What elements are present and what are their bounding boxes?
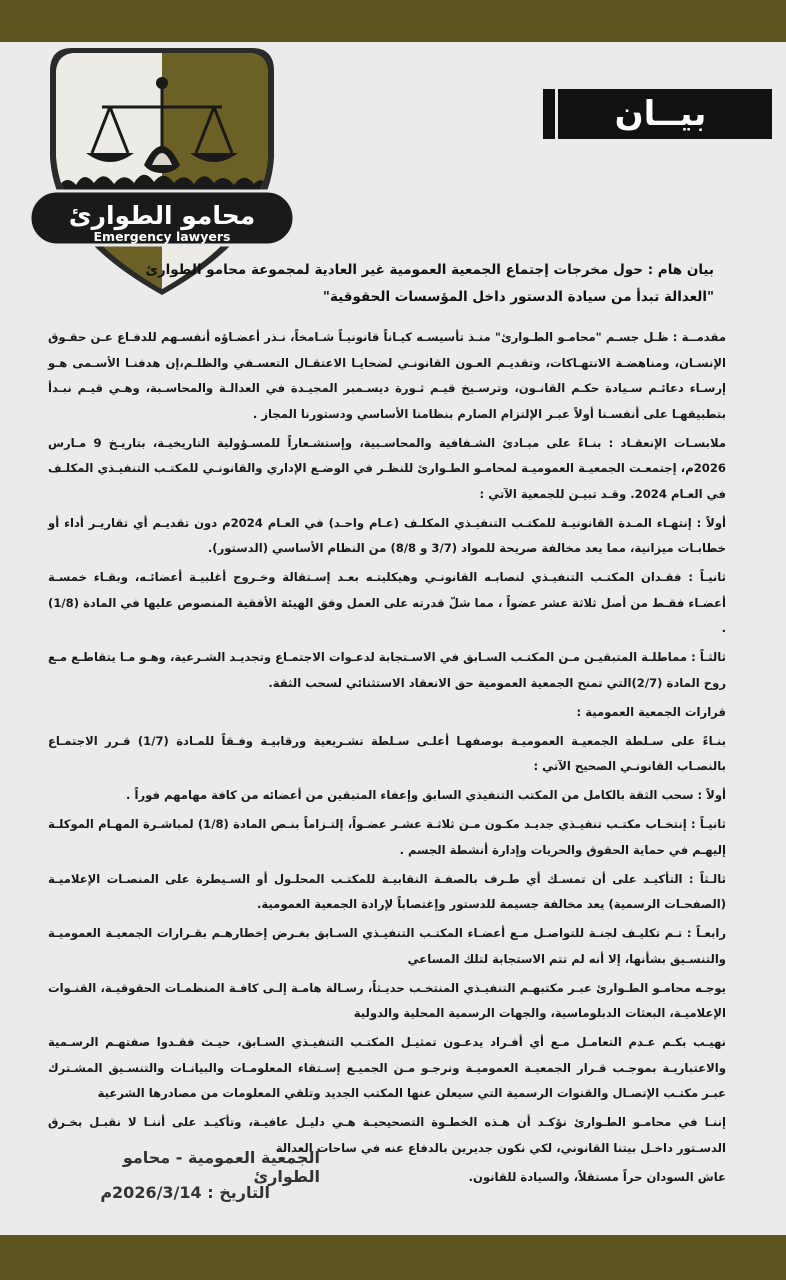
bottom-band (0, 1235, 786, 1280)
statement-body (48, 325, 726, 1194)
statement-heading: بيان هام : حول مخرجات إجتماع الجمعية العمومية غير العادية لمجموعة محامو الطوارئ (145, 262, 714, 278)
paragraph: ثانيـاً : إنتخـاب مكتـب تنفيـذي جديـد مكـون مـن ثلاثـة عشـر عضـواً، إلتـزاماً بنـص المادة (1/8) لمباشـرة المهـام الموكلـة إليهـم في حماية الحقوق والحريات وإدارة أنشطة الجسم . (48, 817, 726, 857)
paragraph: ثالـثاً : التأكيـد على أن تمسـك أي طـرف بالصفـة النقابيـة للمكتـب المحلـول أو السـيطرة على المنصـات الإعلاميـة (الصفحـات الرسمية) يعد مخالفة جسيمة للدستور وإغتصاباً لإرادة الجمعية العمومية. (48, 871, 726, 911)
statement-title-box (543, 89, 772, 139)
paragraph: ثانيـاً : فقـدان المكتـب التنفيـذي لنصابـه القانونـي وهيكليتـه بعـد إسـتقالة وخـروج أغلبيـة أعضائـه، وبقـاء خمسـة أعضـاء فقـط من أصل ثلاثة عشر عضواً ، مما شلّ قدرته على العمل وفق الهيئة الأفقية المنصوص عليها في المادة (1/8) . (48, 570, 726, 635)
paragraph: ملابسـات الإنعقـاد : بنـاءً على مبـادئ الشـفافية والمحاسـبية، وإستشـعاراً للمسـؤولية التاريخيـة، بتاريـخ 9 مـارس 2026م، إجتمعـت الجمعيـة العموميـة لمحامـو الطـوارئ للنظـر في الوضـع الإداري والقانونـي للمكتـب التنفيـذي المكلـف في العـام 2024. وقـد تبيـن للجمعية الآتي : (48, 435, 727, 501)
paragraph: نهيـب بكـم عـدم التعامـل مـع أي أفـراد يدعـون تمثيـل المكتـب التنفيـذي السـابق، حيـث فقـدوا صفتهـم الرسـمية والاعتباريـة بموجـب قـرار الجمعيـة العموميـة ونرجـو مـن الجميـع إسـتقاء المعلومـات والبيانـات والتنسـيق المشـترك عبـر مكتـب الإتصـال والقنوات الرسمية التي سيعلن عنها المكتب الجديد وتلقي المعلومات من مصادرها الشرعية (48, 1035, 726, 1100)
paragraph: قرارات الجمعية العمومية : (576, 704, 726, 719)
paragraph: مقدمــة : ظـل جسـم "محامـو الطـوارئ" منـذ تأسيسـه كيـاناً قانونيـاً شـامخاً، نـذر أعضـاؤه أنفسـهم للدفـاع عـن حقـوق الإنسـان، ومناهضـة الانتهـاكات، وتقديـم العـون القانونـي لضحايـا الاعتقـال التعسـفي والظلـم،إن هدفنـا الأسـمى هـو إرسـاء دعائـم سـيادة حكـم القانـون، وترسـيخ قيـم ثـورة ديسـمبر المجيـدة في العدالـة والمحاسـبة، وهـي قيـم نبـدأ بتطبيقهـا على أنفسـنا أولاً عبـر الإلتزام الصارم بنظامنا الأساسي ودستورنا المجاز . (48, 330, 726, 421)
statement-slogan: "العدالة تبدأ من سيادة الدستور داخل المؤسسات الحقوقية" (322, 289, 714, 305)
logo-english-name: Emergency lawyers (93, 229, 231, 244)
paragraph: ثالثـاً : مماطلـة المتبقيـن مـن المكتـب السـابق في الاسـتجابة لدعـوات الاجتمـاع وتجديـد الشـرعية، وهـو مـا يتقاطـع مـع روح المادة (2/7)التي تمنح الجمعية العمومية حق الانعقاد الاستثنائي لسحب الثقة. (48, 650, 726, 690)
paragraph: عاش السودان حراً مستقلاً، والسيادة للقانون. (468, 1169, 726, 1184)
paragraph: إننـا في محامـو الطـوارئ نؤكـد أن هـذه الخطـوة التصحيحيـة هـي دليـل عافيـة، وتأكيـد على أننـا لا نقبـل بخـرق الدسـتور داخـل بيتنا القانوني، لكي نكون جديرين بالدفاع عنه في ساحات العدالة (48, 1115, 726, 1155)
paragraph: يوجـه محامـو الطـوارئ عبـر مكتبهـم التنفيـذي المنتخـب حديـثاً، رسـالة هامـة إلـى كافـة المنظمـات الحقوقيـة، القنـوات الإعلاميـة، البعثات الدبلوماسية، والجهات الرسمية المحلية والدولية (48, 980, 726, 1020)
statement-title: بيــان (614, 94, 707, 134)
signature: الجمعية العمومية - محامو الطوارئ (122, 1148, 320, 1186)
statement-date: التاريخ : 2026/3/14م (100, 1183, 270, 1202)
emergency-lawyers-logo (26, 45, 298, 295)
paragraph: أولاً : سحب الثقة بالكامل من المكتب التنفيذي السابق وإعفاء المتبقين من أعضائه من كافة مهامهم فوراً . (126, 788, 726, 802)
paragraph: أولاً : إنتهـاء المـدة القانونيـة للمكتـب التنفيـذي المكلـف (عـام واحـد) في العـام 2024م دون تقديـم أي تقاريـر أداء أو خطابـات ميزانية، مما يعد مخالفة صريحة للمواد (3/7 و 8/8) من النظام الأساسي (الدستور). (48, 515, 726, 555)
top-band (0, 0, 786, 42)
paragraph: رابعـاً : تـم تكليـف لجنـة للتواصـل مـع أعضـاء المكتـب التنفيـذي السـابق بغـرض إخطارهـم بقـرارات الجمعيـة العموميـة والتنسـيق بشأنها، إلا أنه لم تتم الاستجابة لتلك المساعي (48, 926, 726, 966)
paragraph: بنـاءً على سـلطة الجمعيـة العموميـة بوصفهـا أعلـى سـلطة تشـريعية ورقابيـة وفـقاً للمـادة (1/7) قـرر الاجتمـاع بالنصـاب القانونـي الصحيح الآتي : (48, 733, 727, 773)
logo-arabic-name: محامو الطوارئ (68, 201, 256, 230)
